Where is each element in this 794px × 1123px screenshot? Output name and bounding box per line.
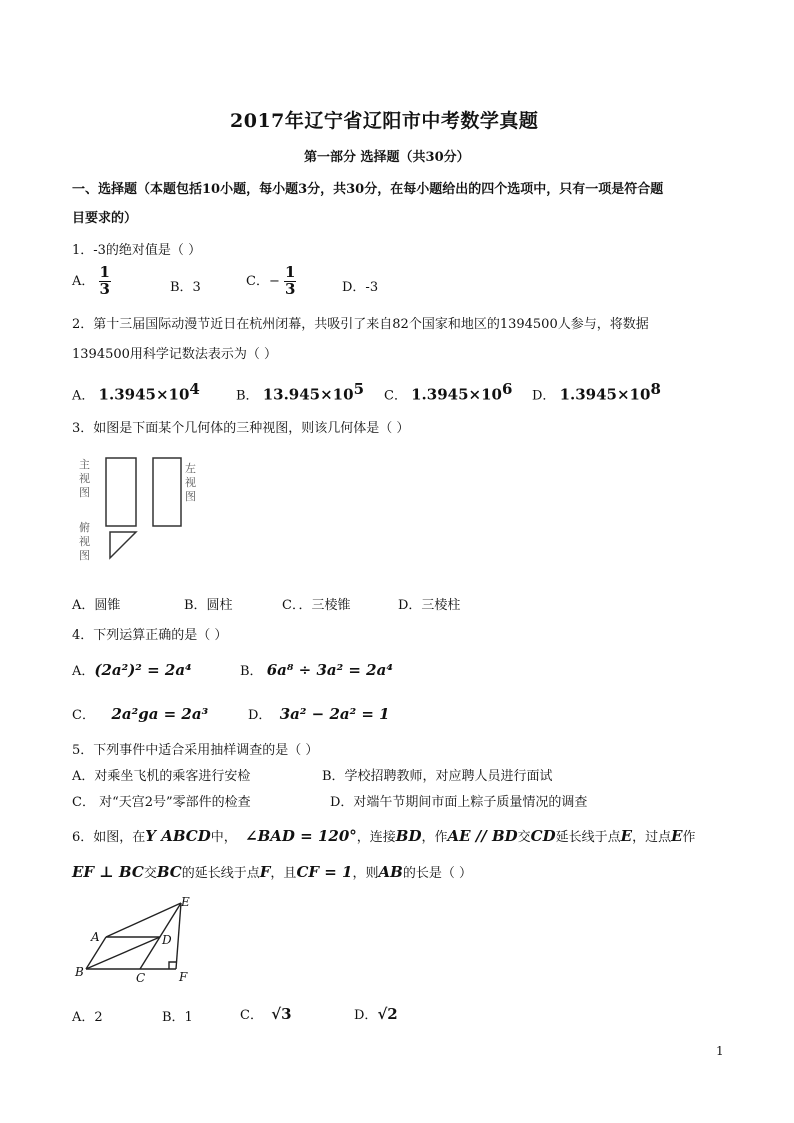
q6-text: 中， [210, 830, 237, 845]
q2-option-a [72, 380, 200, 403]
q3-three-views-figure [72, 452, 222, 572]
q4-option-b [240, 660, 393, 679]
q1-option-c [246, 265, 296, 298]
q1-option-d: D．-3 [342, 280, 379, 295]
q6-stem-line1 [72, 826, 696, 845]
q6-c-label: C． [240, 1008, 263, 1023]
q6-option-d [354, 1004, 398, 1023]
front-view-label: 主视图 [79, 458, 90, 499]
q4-option-c [72, 704, 208, 723]
q4-c-label: C． [72, 708, 95, 723]
q1-option-b: B．3 [170, 280, 201, 295]
q6-c-value: √3 [271, 1005, 292, 1023]
q2-stem-line1: 2．第十三届国际动漫节近日在杭州闭幕，共吸引了来自82个国家和地区的1394500人参与，将数据 [72, 317, 649, 332]
fig-label-e: E [181, 895, 190, 909]
q4-option-a [72, 660, 192, 679]
q6-text: 作 [682, 830, 696, 845]
q6-option-b: B．1 [162, 1010, 193, 1025]
q6-text: ，连接 [356, 830, 396, 845]
front-view-rect [106, 458, 136, 526]
fig-label-a: A [91, 930, 100, 944]
q1-c-denominator: 3 [284, 279, 296, 298]
q6-perpendicular: EF ⊥ BC [72, 863, 144, 881]
q2-option-c [384, 380, 512, 403]
fig-label-c: C [136, 971, 146, 985]
q6-text: 延长线于点 [555, 830, 621, 845]
q6-angle: ∠BAD = 120° [245, 827, 357, 845]
section-instructions-line1: 一、选择题（本题包括10小题，每小题3分，共30分，在每小题给出的四个选项中，只有一项是符合题 [72, 182, 664, 197]
q2-b-label: B． [236, 388, 259, 404]
q5-option-b: B．学校招聘教师，对应聘人员进行面试 [322, 769, 553, 784]
q2-option-b [236, 380, 364, 403]
q4-a-expression: (2a²)² = 2a⁴ [94, 661, 192, 679]
q6-text: ，则 [352, 866, 379, 881]
q6-text: ，作 [421, 830, 448, 845]
q2-a-exponent: 4 [189, 380, 200, 398]
fig-label-d: D [162, 933, 172, 947]
q2-d-label: D． [532, 388, 556, 404]
exam-title: 2017年辽宁省辽阳市中考数学真题 [230, 110, 539, 132]
q4-option-d [248, 704, 390, 723]
page-number: 1 [716, 1044, 724, 1058]
q6-text: ，且 [270, 866, 297, 881]
q4-d-expression: 3a² − 2a² = 1 [279, 705, 390, 723]
section-instructions-line2: 目要求的） [72, 211, 138, 226]
q6-parallelogram: Y ABCD [145, 827, 211, 845]
part-heading: 第一部分 选择题（共30分） [304, 150, 470, 165]
q2-a-base: 1.3945×10 [98, 385, 190, 404]
q6-text: 6．如图，在 [72, 830, 146, 845]
q6-segment-bd: BD [395, 827, 422, 845]
fig-label-f: F [179, 970, 188, 984]
q5-stem: 5．下列事件中适合采用抽样调查的是（ ） [72, 743, 319, 758]
q4-b-label: B． [240, 664, 263, 679]
q6-point-f: F [259, 863, 271, 881]
q1-a-denominator: 3 [99, 279, 110, 298]
q2-b-exponent: 5 [353, 380, 364, 398]
q1-option-a-fraction [99, 265, 111, 298]
q6-d-value: √2 [377, 1005, 398, 1023]
top-view-label: 俯视图 [79, 521, 90, 562]
q6-text: 的长是（ ） [402, 866, 472, 881]
q1-option-a-label: A． [72, 273, 95, 289]
q2-c-label: C． [384, 388, 407, 404]
q6-text: 的延长线于点 [181, 866, 260, 881]
q1-a-numerator: 1 [99, 263, 110, 281]
q2-a-label: A． [72, 388, 95, 404]
right-angle-mark [169, 962, 176, 969]
q2-c-exponent: 6 [501, 380, 513, 398]
q6-option-c [240, 1004, 292, 1023]
q2-c-base: 1.3945×10 [411, 385, 502, 404]
q1-c-numerator: 1 [284, 263, 296, 281]
segment-ef [176, 903, 181, 969]
q5-option-c: C． 对“天宫2号”零部件的检查 [72, 795, 251, 810]
top-view-triangle [110, 532, 136, 558]
q5-option-a: A．对乘坐飞机的乘客进行安检 [72, 769, 251, 784]
q4-stem: 4．下列运算正确的是（ ） [72, 628, 228, 643]
q3-option-b: B．圆柱 [184, 598, 233, 613]
q6-point-e: E [620, 827, 633, 845]
left-view-rect [153, 458, 181, 526]
q4-c-expression: 2a²ga = 2a³ [111, 705, 209, 723]
q6-segment-cd: CD [530, 827, 556, 845]
q4-b-expression: 6a⁸ ÷ 3a² = 2a⁴ [266, 661, 393, 679]
q2-d-exponent: 8 [650, 380, 661, 398]
q3-stem: 3．如图是下面某个几何体的三种视图，则该几何体是（ ） [72, 421, 410, 436]
q6-stem-line2 [72, 862, 472, 881]
q6-point-e: E [671, 827, 683, 845]
q1-option-c-label: C．− [246, 273, 280, 289]
q6-segment-ab: AB [378, 863, 403, 881]
q3-option-c: C．．三棱锥 [282, 598, 351, 613]
q6-text: ，过点 [632, 830, 672, 845]
q3-option-a: A．圆锥 [72, 598, 121, 613]
left-view-label: 左视图 [185, 462, 196, 503]
q1-option-c-fraction [284, 265, 296, 298]
q2-b-base: 13.945×10 [262, 385, 354, 404]
q1-option-a [72, 265, 111, 298]
q2-stem-line2: 1394500用科学记数法表示为（ ） [72, 347, 278, 362]
q6-text: 交 [517, 830, 531, 845]
q6-parallel: AE // BD [447, 827, 518, 845]
q2-d-base: 1.3945×10 [559, 385, 651, 404]
q5-option-d: D．对端午节期间市面上粽子质量情况的调查 [330, 795, 588, 810]
q6-d-label: D． [354, 1008, 378, 1023]
q6-option-a: A．2 [72, 1010, 103, 1025]
q6-segment-bc: BC [156, 863, 182, 881]
q4-d-label: D． [248, 708, 272, 723]
q1-stem: 1．-3的绝对值是（ ） [72, 243, 202, 258]
q3-option-d: D．三棱柱 [398, 598, 461, 613]
q2-option-d [532, 380, 661, 403]
q6-text: 交 [143, 866, 157, 881]
fig-label-b: B [75, 965, 84, 979]
q6-cf-length: CF = 1 [296, 863, 353, 881]
q4-a-label: A． [72, 664, 95, 679]
